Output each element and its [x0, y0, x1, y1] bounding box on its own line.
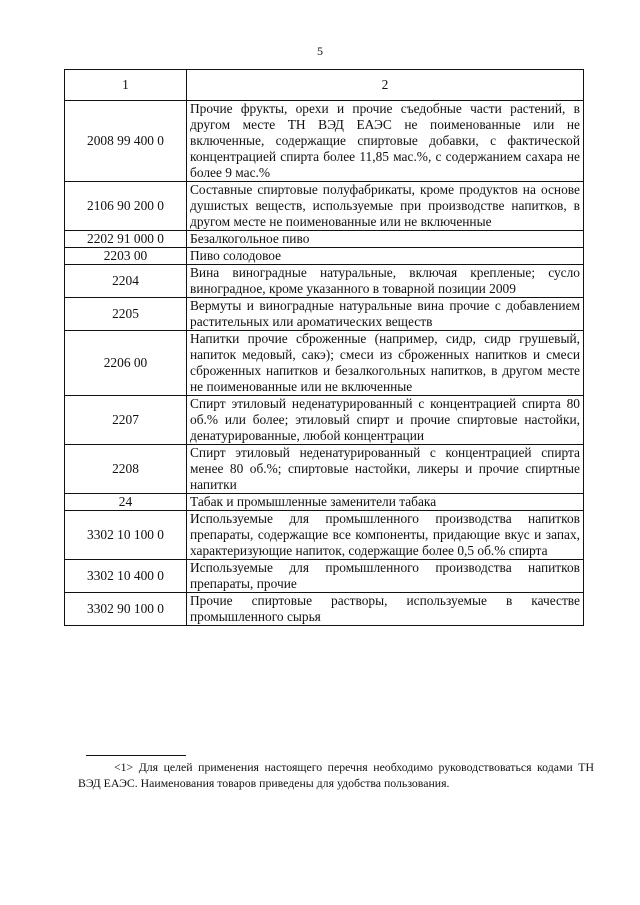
table-row	[65, 593, 584, 626]
commodity-description: Безалкогольное пиво	[187, 231, 584, 248]
commodity-description: Используемые для промышленного производства напитков препараты, содержащие все компоненты, придающие вкус и запах, характеризующие напиток, содержащие более 0,5 об.% спирта	[187, 511, 584, 560]
table-row	[65, 231, 584, 248]
commodity-description: Спирт этиловый неденатурированный с концентрацией спирта менее 80 об.%; спиртовые настойки, ликеры и прочие спиртные напитки	[187, 445, 584, 494]
footnote: <1> Для целей применения настоящего перечня необходимо руководствоваться кодами ТН ВЭД ЕАЭС. Наименования товаров приведены для удобства пользования.	[78, 760, 594, 790]
table-row	[65, 396, 584, 445]
table-row	[65, 265, 584, 298]
commodity-description: Прочие фрукты, орехи и прочие съедобные части растений, в другом месте ТН ВЭД ЕАЭС не поименованные или не включенные, содержащие спиртовые добавки, с фактической концентрацией спирта более 11,85 мас.%, с содержанием сахара не более 9 мас.%	[187, 101, 584, 182]
commodity-description: Спирт этиловый неденатурированный с концентрацией спирта 80 об.% или более; этиловый спирт и прочие спиртовые настойки, денатурированные, любой концентрации	[187, 396, 584, 445]
commodity-description: Пиво солодовое	[187, 248, 584, 265]
commodity-description: Используемые для промышленного производства напитков препараты, прочие	[187, 560, 584, 593]
commodity-code: 2208	[65, 445, 187, 494]
commodity-code: 2206 00	[65, 331, 187, 396]
commodity-code: 2203 00	[65, 248, 187, 265]
table-row	[65, 182, 584, 231]
commodity-code: 2008 99 400 0	[65, 101, 187, 182]
table-header-row	[65, 70, 584, 101]
table-row	[65, 560, 584, 593]
table-row	[65, 248, 584, 265]
commodity-code: 3302 10 100 0	[65, 511, 187, 560]
table-row	[65, 331, 584, 396]
commodity-code: 3302 90 100 0	[65, 593, 187, 626]
commodity-code: 2204	[65, 265, 187, 298]
table-row	[65, 298, 584, 331]
table-row	[65, 445, 584, 494]
commodity-code: 24	[65, 494, 187, 511]
footnote-divider	[86, 755, 186, 756]
goods-table	[64, 69, 584, 626]
commodity-description: Вина виноградные натуральные, включая крепленые; сусло виноградное, кроме указанного в товарной позиции 2009	[187, 265, 584, 298]
table-row	[65, 511, 584, 560]
commodity-code: 2106 90 200 0	[65, 182, 187, 231]
commodity-description: Вермуты и виноградные натуральные вина прочие с добавлением растительных или ароматических веществ	[187, 298, 584, 331]
commodity-code: 2205	[65, 298, 187, 331]
page-number: 5	[317, 44, 323, 58]
commodity-description: Прочие спиртовые растворы, используемые в качестве промышленного сырья	[187, 593, 584, 626]
column-header-description: 2	[187, 70, 584, 101]
commodity-description: Составные спиртовые полуфабрикаты, кроме продуктов на основе душистых веществ, используемые при производстве напитков, в другом месте не поименованные или не включенные	[187, 182, 584, 231]
commodity-code: 2207	[65, 396, 187, 445]
table-row	[65, 101, 584, 182]
column-header-code: 1	[65, 70, 187, 101]
commodity-code: 2202 91 000 0	[65, 231, 187, 248]
table-row	[65, 494, 584, 511]
commodity-code: 3302 10 400 0	[65, 560, 187, 593]
commodity-description: Напитки прочие сброженные (например, сидр, сидр грушевый, напиток медовый, сакэ); смеси из сброженных напитков и смеси сброженных напитков и безалкогольных напитков, в другом месте не поименованные или не включенные	[187, 331, 584, 396]
commodity-description: Табак и промышленные заменители табака	[187, 494, 584, 511]
